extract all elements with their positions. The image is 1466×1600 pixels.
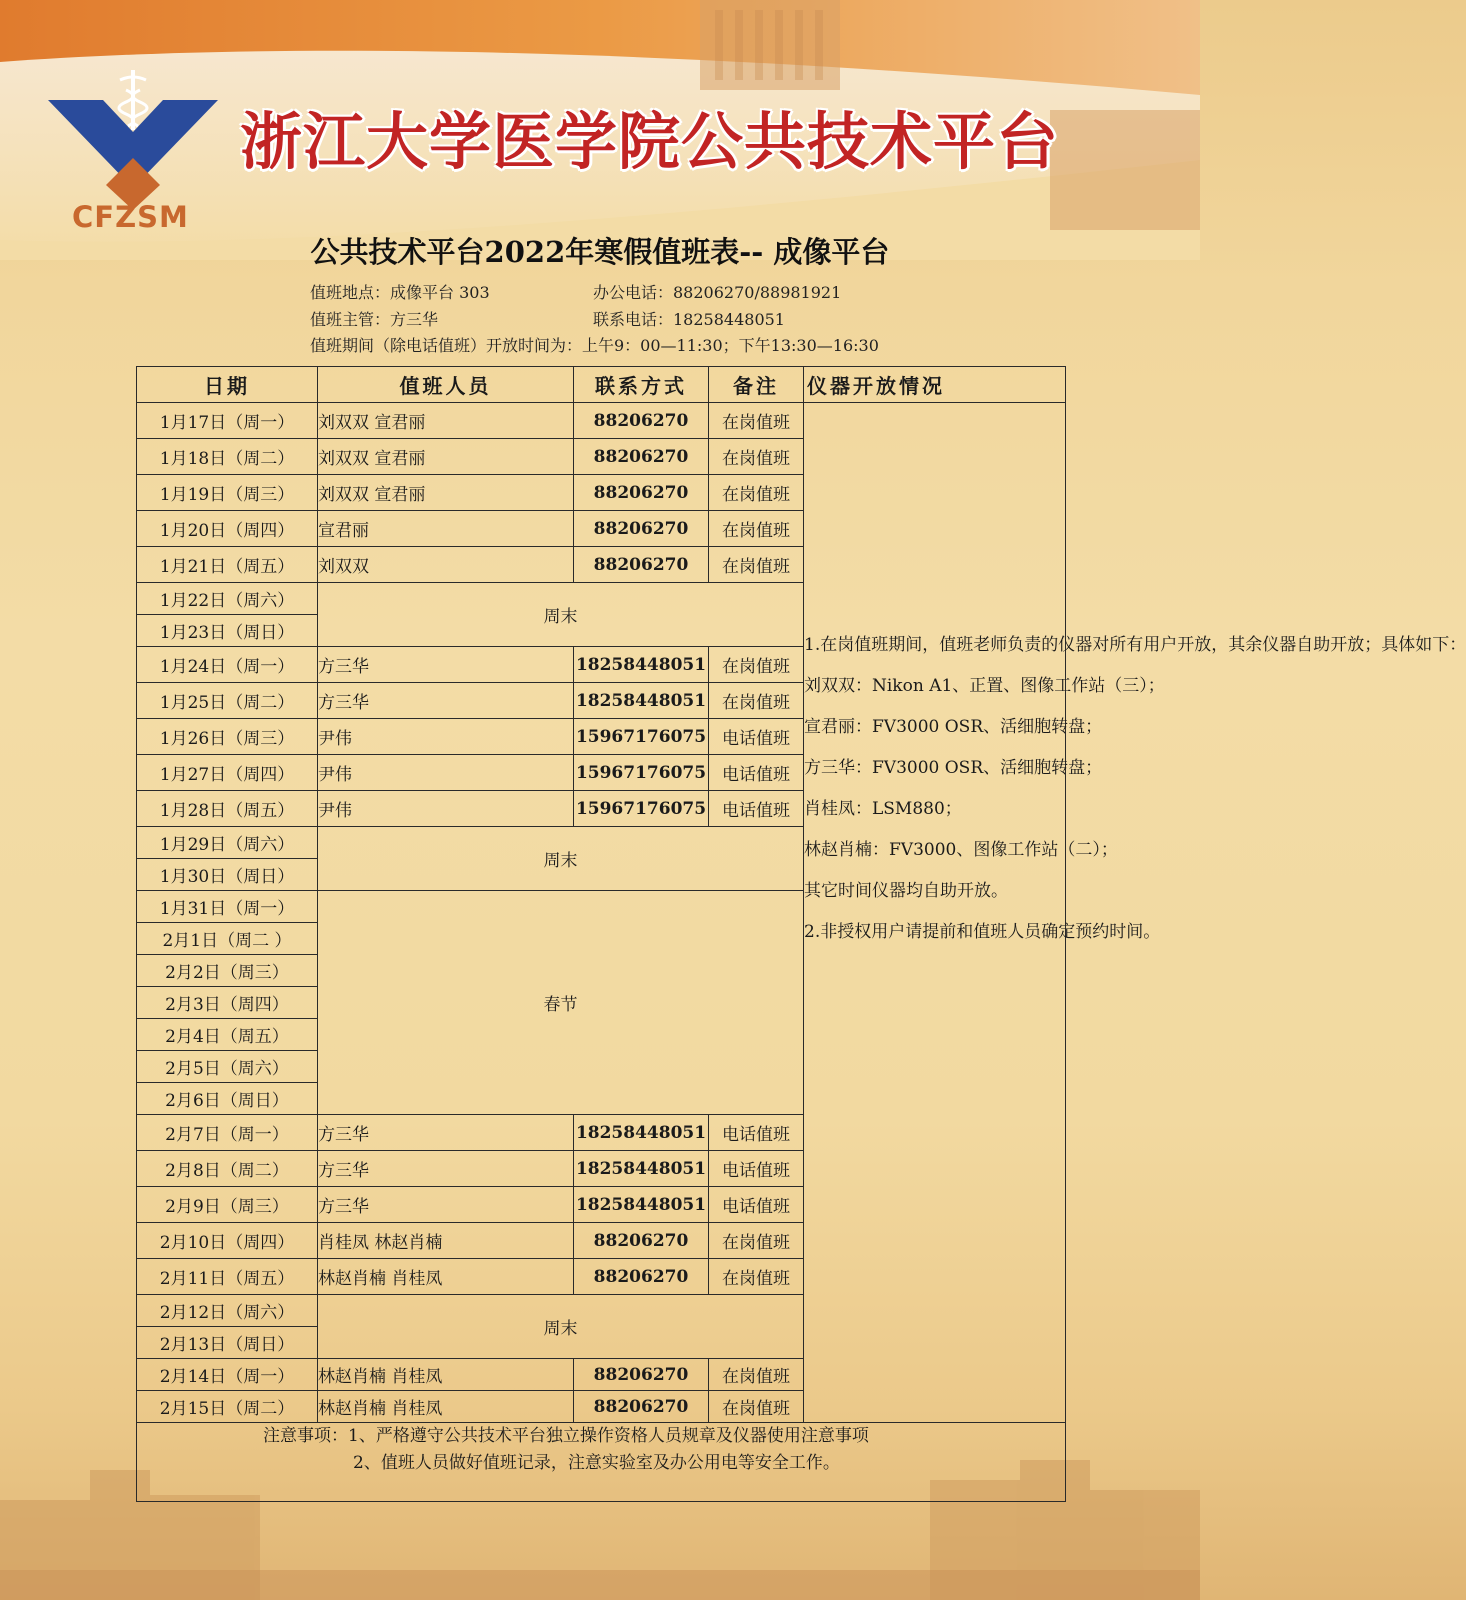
phone-cell: 15967176075 bbox=[574, 719, 709, 755]
staff-cell: 尹伟 bbox=[318, 755, 574, 791]
duty-location: 值班地点：成像平台 303 bbox=[310, 283, 490, 302]
staff-cell: 刘双双 宣君丽 bbox=[318, 475, 574, 511]
caduceus-icon bbox=[48, 70, 218, 200]
instrument-note: 其它时间仪器均自助开放。 bbox=[804, 881, 1008, 901]
date-cell: 1月29日（周六） bbox=[137, 827, 318, 859]
date-cell: 2月9日（周三） bbox=[137, 1187, 318, 1223]
date-cell: 1月26日（周三） bbox=[137, 719, 318, 755]
note-cell: 电话值班 bbox=[709, 1151, 804, 1187]
staff-cell: 宣君丽 bbox=[318, 511, 574, 547]
logo-text: CFZSM bbox=[72, 200, 189, 234]
note-cell: 在岗值班 bbox=[709, 403, 804, 439]
note-cell: 在岗值班 bbox=[709, 1259, 804, 1295]
date-cell: 2月12日（周六） bbox=[137, 1295, 318, 1327]
phone-cell: 88206270 bbox=[574, 511, 709, 547]
note-cell: 在岗值班 bbox=[709, 439, 804, 475]
note-cell: 在岗值班 bbox=[709, 647, 804, 683]
table-row bbox=[137, 403, 1066, 439]
phone-cell: 18258448051 bbox=[574, 1187, 709, 1223]
phone-cell: 15967176075 bbox=[574, 755, 709, 791]
note-cell: 在岗值班 bbox=[709, 1223, 804, 1259]
note-cell: 在岗值班 bbox=[709, 683, 804, 719]
date-cell: 2月5日（周六） bbox=[137, 1051, 318, 1083]
note-cell: 电话值班 bbox=[709, 719, 804, 755]
instrument-note: 1.在岗值班期间，值班老师负责的仪器对所有用户开放，其余仪器自助开放；具体如下： bbox=[804, 635, 1466, 655]
staff-cell: 林赵肖楠 肖桂凤 bbox=[318, 1391, 574, 1423]
notice-line: 注意事项：1、严格遵守公共技术平台独立操作资格人员规章及仪器使用注意事项 bbox=[263, 1426, 869, 1446]
date-cell: 1月23日（周日） bbox=[137, 615, 318, 647]
office-phone: 办公电话：88206270/88981921 bbox=[593, 283, 842, 302]
instrument-note: 林赵肖楠：FV3000、图像工作站（二）； bbox=[804, 840, 1118, 860]
instrument-notes-cell bbox=[804, 403, 1466, 1423]
header-instruments: 仪器开放情况 bbox=[804, 367, 1066, 403]
staff-cell: 肖桂凤 林赵肖楠 bbox=[318, 1223, 574, 1259]
note-cell: 电话值班 bbox=[709, 791, 804, 827]
phone-cell: 88206270 bbox=[574, 439, 709, 475]
date-cell: 2月3日（周四） bbox=[137, 987, 318, 1019]
note-cell: 电话值班 bbox=[709, 1187, 804, 1223]
date-cell: 2月8日（周二） bbox=[137, 1151, 318, 1187]
date-cell: 1月17日（周一） bbox=[137, 403, 318, 439]
phone-cell: 88206270 bbox=[574, 547, 709, 583]
date-cell: 2月10日（周四） bbox=[137, 1223, 318, 1259]
phone-cell: 88206270 bbox=[574, 1391, 709, 1423]
date-cell: 2月7日（周一） bbox=[137, 1115, 318, 1151]
date-cell: 1月18日（周二） bbox=[137, 439, 318, 475]
note-cell: 电话值班 bbox=[709, 1115, 804, 1151]
weekend-label: 周末 bbox=[318, 583, 804, 647]
header-staff: 值班人员 bbox=[318, 367, 574, 403]
table-header-row bbox=[137, 367, 1066, 403]
staff-cell: 刘双双 宣君丽 bbox=[318, 403, 574, 439]
phone-cell: 88206270 bbox=[574, 403, 709, 439]
header-note: 备注 bbox=[709, 367, 804, 403]
staff-cell: 林赵肖楠 肖桂凤 bbox=[318, 1359, 574, 1391]
instrument-note: 方三华：FV3000 OSR、活细胞转盘； bbox=[804, 758, 1103, 778]
date-cell: 1月30日（周日） bbox=[137, 859, 318, 891]
contact-phone: 联系电话：18258448051 bbox=[593, 310, 785, 329]
notice-cell bbox=[137, 1423, 1066, 1502]
phone-cell: 88206270 bbox=[574, 1223, 709, 1259]
date-cell: 2月4日（周五） bbox=[137, 1019, 318, 1051]
date-cell: 1月28日（周五） bbox=[137, 791, 318, 827]
org-title: 浙江大学医学院公共技术平台 bbox=[240, 105, 1060, 178]
phone-cell: 18258448051 bbox=[574, 683, 709, 719]
phone-cell: 88206270 bbox=[574, 1359, 709, 1391]
instrument-note: 肖桂凤：LSM880； bbox=[804, 799, 962, 819]
staff-cell: 刘双双 宣君丽 bbox=[318, 439, 574, 475]
note-cell: 在岗值班 bbox=[709, 547, 804, 583]
staff-cell: 林赵肖楠 肖桂凤 bbox=[318, 1259, 574, 1295]
date-cell: 2月13日（周日） bbox=[137, 1327, 318, 1359]
staff-cell: 刘双双 bbox=[318, 547, 574, 583]
weekend-label: 周末 bbox=[318, 827, 804, 891]
phone-cell: 18258448051 bbox=[574, 1115, 709, 1151]
phone-cell: 88206270 bbox=[574, 1259, 709, 1295]
note-cell: 在岗值班 bbox=[709, 1359, 804, 1391]
date-cell: 1月24日（周一） bbox=[137, 647, 318, 683]
instrument-note: 宣君丽：FV3000 OSR、活细胞转盘； bbox=[804, 717, 1103, 737]
header-contact: 联系方式 bbox=[574, 367, 709, 403]
date-cell: 1月31日（周一） bbox=[137, 891, 318, 923]
note-cell: 在岗值班 bbox=[709, 475, 804, 511]
date-cell: 1月21日（周五） bbox=[137, 547, 318, 583]
header-date: 日期 bbox=[137, 367, 318, 403]
staff-cell: 尹伟 bbox=[318, 719, 574, 755]
date-cell: 2月6日（周日） bbox=[137, 1083, 318, 1115]
date-cell: 2月14日（周一） bbox=[137, 1359, 318, 1391]
duty-schedule-table bbox=[136, 366, 1466, 1502]
staff-cell: 方三华 bbox=[318, 1115, 574, 1151]
spring-festival-label: 春节 bbox=[318, 891, 804, 1115]
staff-cell: 方三华 bbox=[318, 683, 574, 719]
open-hours: 值班期间（除电话值班）开放时间为：上午9：00—11:30；下午13:30—16:30 bbox=[310, 336, 879, 355]
phone-cell: 15967176075 bbox=[574, 791, 709, 827]
date-cell: 1月19日（周三） bbox=[137, 475, 318, 511]
staff-cell: 方三华 bbox=[318, 1187, 574, 1223]
page-title: 公共技术平台2022年寒假值班表-- 成像平台 bbox=[310, 235, 890, 269]
date-cell: 2月2日（周三） bbox=[137, 955, 318, 987]
date-cell: 2月11日（周五） bbox=[137, 1259, 318, 1295]
notice-line: 2、值班人员做好值班记录，注意实验室及办公用电等安全工作。 bbox=[353, 1453, 840, 1473]
weekend-label: 周末 bbox=[318, 1295, 804, 1359]
table-footer-row bbox=[137, 1423, 1066, 1502]
note-cell: 电话值班 bbox=[709, 755, 804, 791]
phone-cell: 18258448051 bbox=[574, 647, 709, 683]
note-cell: 在岗值班 bbox=[709, 1391, 804, 1423]
instrument-note: 2.非授权用户请提前和值班人员确定预约时间。 bbox=[804, 922, 1161, 942]
staff-cell: 方三华 bbox=[318, 647, 574, 683]
date-cell: 1月20日（周四） bbox=[137, 511, 318, 547]
phone-cell: 88206270 bbox=[574, 475, 709, 511]
date-cell: 1月25日（周二） bbox=[137, 683, 318, 719]
date-cell: 1月22日（周六） bbox=[137, 583, 318, 615]
date-cell: 2月15日（周二） bbox=[137, 1391, 318, 1423]
staff-cell: 尹伟 bbox=[318, 791, 574, 827]
note-cell: 在岗值班 bbox=[709, 511, 804, 547]
staff-cell: 方三华 bbox=[318, 1151, 574, 1187]
instrument-note: 刘双双：Nikon A1、正置、图像工作站（三）； bbox=[804, 676, 1165, 696]
phone-cell: 18258448051 bbox=[574, 1151, 709, 1187]
date-cell: 1月27日（周四） bbox=[137, 755, 318, 791]
duty-supervisor: 值班主管：方三华 bbox=[310, 310, 439, 329]
date-cell: 2月1日（周二 ） bbox=[137, 923, 318, 955]
